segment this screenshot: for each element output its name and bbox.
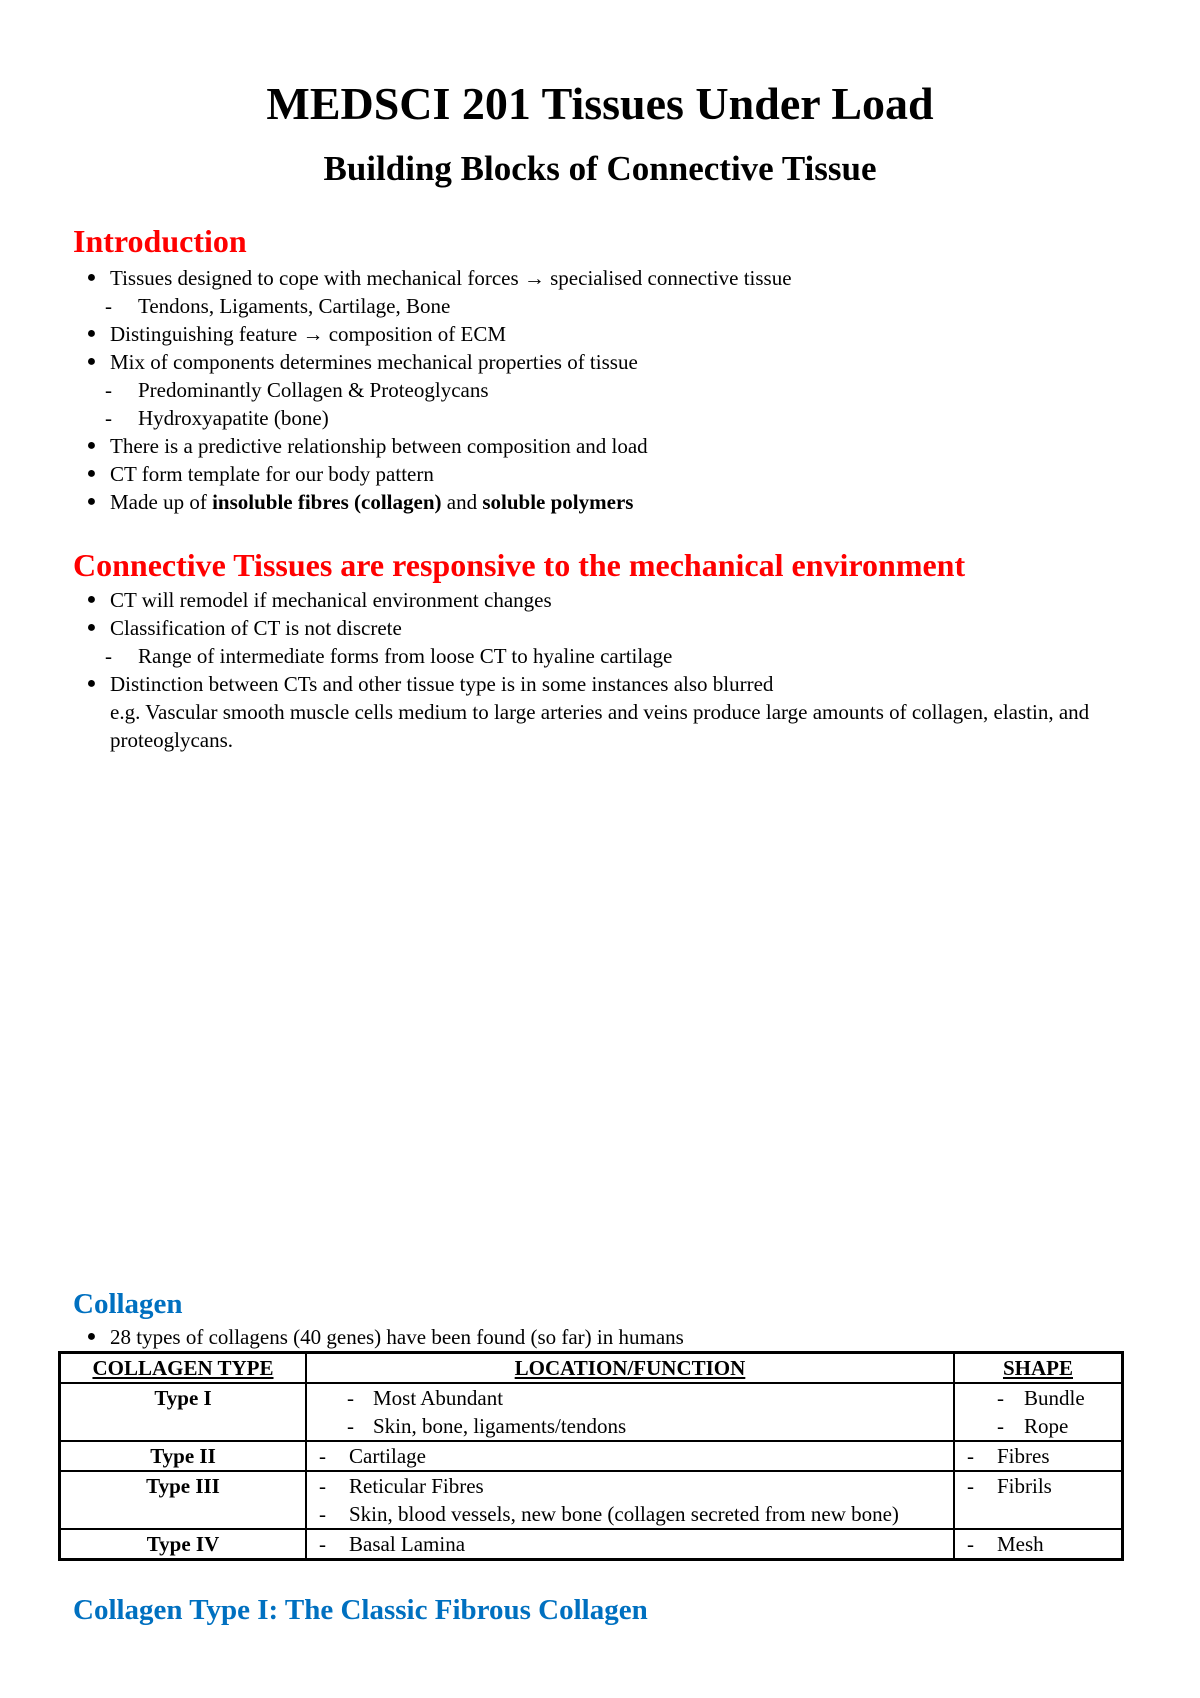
bullet-icon: ● — [86, 619, 97, 636]
sub-list-item: - Predominantly Collagen & Proteoglycans — [105, 378, 489, 402]
table-row — [60, 1441, 1123, 1471]
type-cell: Type II — [60, 1441, 307, 1471]
bullet-icon: ● — [86, 591, 97, 608]
list-item: ● 28 types of collagens (40 genes) have been found (so far) in humans — [73, 1323, 1153, 1351]
list-item: ● There is a predictive relationship between composition and load — [73, 432, 1153, 460]
bullet-icon: ● — [86, 465, 97, 482]
introduction-heading: Introduction — [73, 223, 247, 259]
table-row — [60, 1471, 1123, 1529]
list-item: ● Made up of insoluble fibres (collagen) and soluble polymers — [73, 488, 1153, 516]
bullet-icon: ● — [86, 1328, 97, 1345]
list-item: ● Distinction between CTs and other tissue type is in some instances also blurred — [73, 670, 1153, 698]
column-header: LOCATION/FUNCTION — [306, 1353, 954, 1384]
sub-list-item: - Hydroxyapatite (bone) — [105, 406, 329, 430]
dash-icon: - — [105, 406, 112, 430]
list-item: ● Tissues designed to cope with mechanical forces → specialised connective tissue — [73, 264, 1153, 292]
type-cell: Type III — [60, 1471, 307, 1529]
location-cell: - Reticular Fibres - Skin, blood vessels, new bone (collagen secreted from new bone) — [306, 1471, 954, 1529]
location-cell: - Basal Lamina — [306, 1529, 954, 1560]
page-title: MEDSCI 201 Tissues Under Load — [266, 78, 934, 129]
column-header: COLLAGEN TYPE — [60, 1353, 307, 1384]
table-row — [60, 1383, 1123, 1441]
shape-cell: - Bundle - Rope — [954, 1383, 1123, 1441]
table-row — [60, 1529, 1123, 1560]
example-note: e.g. Vascular smooth muscle cells medium to large arteries and veins produce large amounts of collagen, elastin, and proteoglycans. — [110, 700, 1090, 752]
dash-icon: - — [105, 294, 112, 318]
sub-list-item: - Tendons, Ligaments, Cartilage, Bone — [105, 294, 451, 318]
location-cell: - Most Abundant - Skin, bone, ligaments/tendons — [306, 1383, 954, 1441]
location-cell: - Cartilage — [306, 1441, 954, 1471]
collagen-type-i-heading: Collagen Type I: The Classic Fibrous Collagen — [73, 1594, 648, 1626]
list-item: ● CT form template for our body pattern — [73, 460, 1153, 488]
shape-cell: - Mesh — [954, 1529, 1123, 1560]
list-item: ● Distinguishing feature → composition of ECM — [73, 320, 1153, 348]
dash-icon: - — [105, 378, 112, 402]
shape-cell: - Fibres — [954, 1441, 1123, 1471]
sub-list-item: - Range of intermediate forms from loose CT to hyaline cartilage — [105, 644, 673, 668]
bullet-icon: ● — [86, 353, 97, 370]
bullet-icon: ● — [86, 437, 97, 454]
type-cell: Type I — [60, 1383, 307, 1441]
list-item: ● CT will remodel if mechanical environment changes — [73, 586, 1153, 614]
bullet-icon: ● — [86, 675, 97, 692]
collagen-heading: Collagen — [73, 1288, 183, 1320]
dash-icon: - — [105, 644, 112, 668]
collagen-types-table — [58, 1351, 1124, 1561]
table-header-row — [60, 1353, 1123, 1384]
bullet-icon: ● — [86, 325, 97, 342]
page-subtitle: Building Blocks of Connective Tissue — [323, 149, 877, 188]
column-header: SHAPE — [954, 1353, 1123, 1384]
responsive-list — [73, 586, 1153, 754]
list-item: ● Classification of CT is not discrete — [73, 614, 1153, 642]
responsive-heading: Connective Tissues are responsive to the mechanical environment — [73, 547, 966, 583]
list-item: ● Mix of components determines mechanical properties of tissue — [73, 348, 1153, 376]
introduction-list — [73, 264, 1153, 516]
collagen-list — [73, 1323, 1153, 1351]
type-cell: Type IV — [60, 1529, 307, 1560]
shape-cell: - Fibrils — [954, 1471, 1123, 1529]
bullet-icon: ● — [86, 493, 97, 510]
bullet-icon: ● — [86, 269, 97, 286]
